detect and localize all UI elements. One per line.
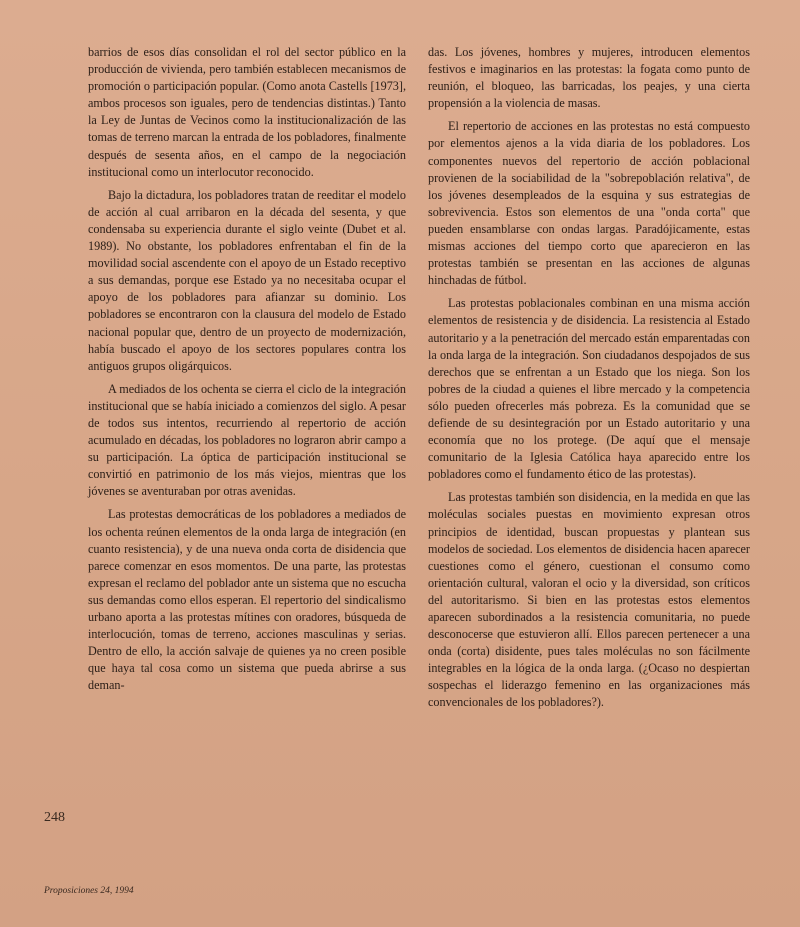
paragraph: Las protestas democráticas de los pobladores a mediados de los ochenta reúnen elementos de la onda larga de integración (en cuanto resistencia), y de una nueva onda corta de disidencia que parece comenzar en esos momentos. De una parte, las protestas expresan el reclamo del poblador ante un sistema que no escucha sus demandas como ellos esperan. El repertorio del sindicalismo urbano aporta a las protestas mítines con oradores, búsqueda de interlocución, tomas de terreno, acciones masculinas y serias. Dentro de ello, la acción salvaje de quienes ya no creen posible que haya tal cosa como un sistema que pueda abrirse a sus deman- [88,507,406,693]
left-text-column [88,44,406,700]
right-text-column [428,44,750,718]
paragraph: Bajo la dictadura, los pobladores tratan de reeditar el modelo de acción al cual arribaron en la década del sesenta, y que condensaba su experiencia durante el siglo veinte (Dubet et al. 1989). No obstante, los pobladores enfrentaban el fin de la movilidad social ascendente con el apoyo de un Estado receptivo a sus demandas, porque ese Estado ya no necesitaba ocupar el apoyo de los pobladores para afianzar su dominio. Los pobladores se encontraron con la clausura del modelo de Estado nacional popular que, dentro de un proyecto de modernización, había buscado el apoyo de los sectores populares contra los antiguos grupos oligárquicos. [88,187,406,373]
paragraph: El repertorio de acciones en las protestas no está compuesto por elementos ajenos a la vida diaria de los pobladores. Los componentes nuevos del repertorio de acción poblacional provienen de la sociabilidad de la "sobrepoblación relativa", de los jóvenes desempleados de la esquina y sus estrategias de sobrevivencia. Estos son elementos de una "onda corta" que pueden ensamblarse con ondas largas. Paradójicamente, estas mismas acciones del tiempo corto que aparecieron en las protestas también se presentan en las acciones de algunas hinchadas de fútbol. [428,119,750,288]
paragraph: Las protestas poblacionales combinan en una misma acción elementos de resistencia y de disidencia. La resistencia al Estado autoritario y a la penetración del mercado están emparentadas con la onda larga de la integración. Son ciudadanos despojados de sus derechos que se enfrentan a un Estado que los niega. Son los pobres de la ciudad a quienes el libre mercado y la competencia sólo pueden ofrecerles más pobreza. Es la comunidad que se defiende de su desintegración por un Estado autoritario y una economía que no los protege. (De aquí que el mensaje comunitario de la Iglesia Católica haya aparecido entre los pobladores como el fundamento ético de las protestas). [428,296,750,482]
paragraph: barrios de esos días consolidan el rol del sector público en la producción de vivienda, pero también establecen mecanismos de promoción o participación popular. (Como anota Castells [1973], ambos procesos son iguales, pero de tendencias distintas.) Tanto la Ley de Juntas de Vecinos como la institucionalización de las tomas de terreno marcan la entrada de los pobladores, finalmente después de sesenta años, en el campo de la negociación institucional como un interlocutor reconocido. [88,45,406,179]
paragraph: A mediados de los ochenta se cierra el ciclo de la integración institucional que se había iniciado a comienzos del siglo. A pesar de todos sus intentos, recurriendo al repertorio de acción acumulado en décadas, los pobladores no lograron abrir campo a su participación. La óptica de participación institucional se convirtió en patrimonio de los más viejos, mientras que los jóvenes se aventuraban por otras avenidas. [88,381,406,499]
paragraph: Las protestas también son disidencia, en la medida en que las moléculas sociales puestas en movimiento expresan otros principios de identidad, buscan propuestas y plantean sus modelos de sociedad. Los elementos de disidencia hacen aparecer cuestiones como el género, cuestionan el consumo como orientación cultural, valoran el ocio y la diversidad, son críticos del autoritarismo. Si bien en las protestas estos elementos aparecen subordinados a la resistencia comunitaria, no puede desconocerse que estuvieron allí. Ellos parecen pertenecer a una onda (corta) disidente, pues tales moléculas no son fácilmente integrables en la lógica de la onda larga. (¿Ocaso no despiertan sospechas el liderazgo femenino en las organizaciones más convencionales de los pobladores?). [428,490,750,710]
running-footer: Proposiciones 24, 1994 [44,886,134,896]
page-number: 248 [44,810,65,825]
paragraph: das. Los jóvenes, hombres y mujeres, introducen elementos festivos e imaginarios en las protestas: la fogata como punto de reunión, el bloqueo, las barricadas, los peajes, y una cierta propensión a la violencia de masas. [428,45,750,111]
